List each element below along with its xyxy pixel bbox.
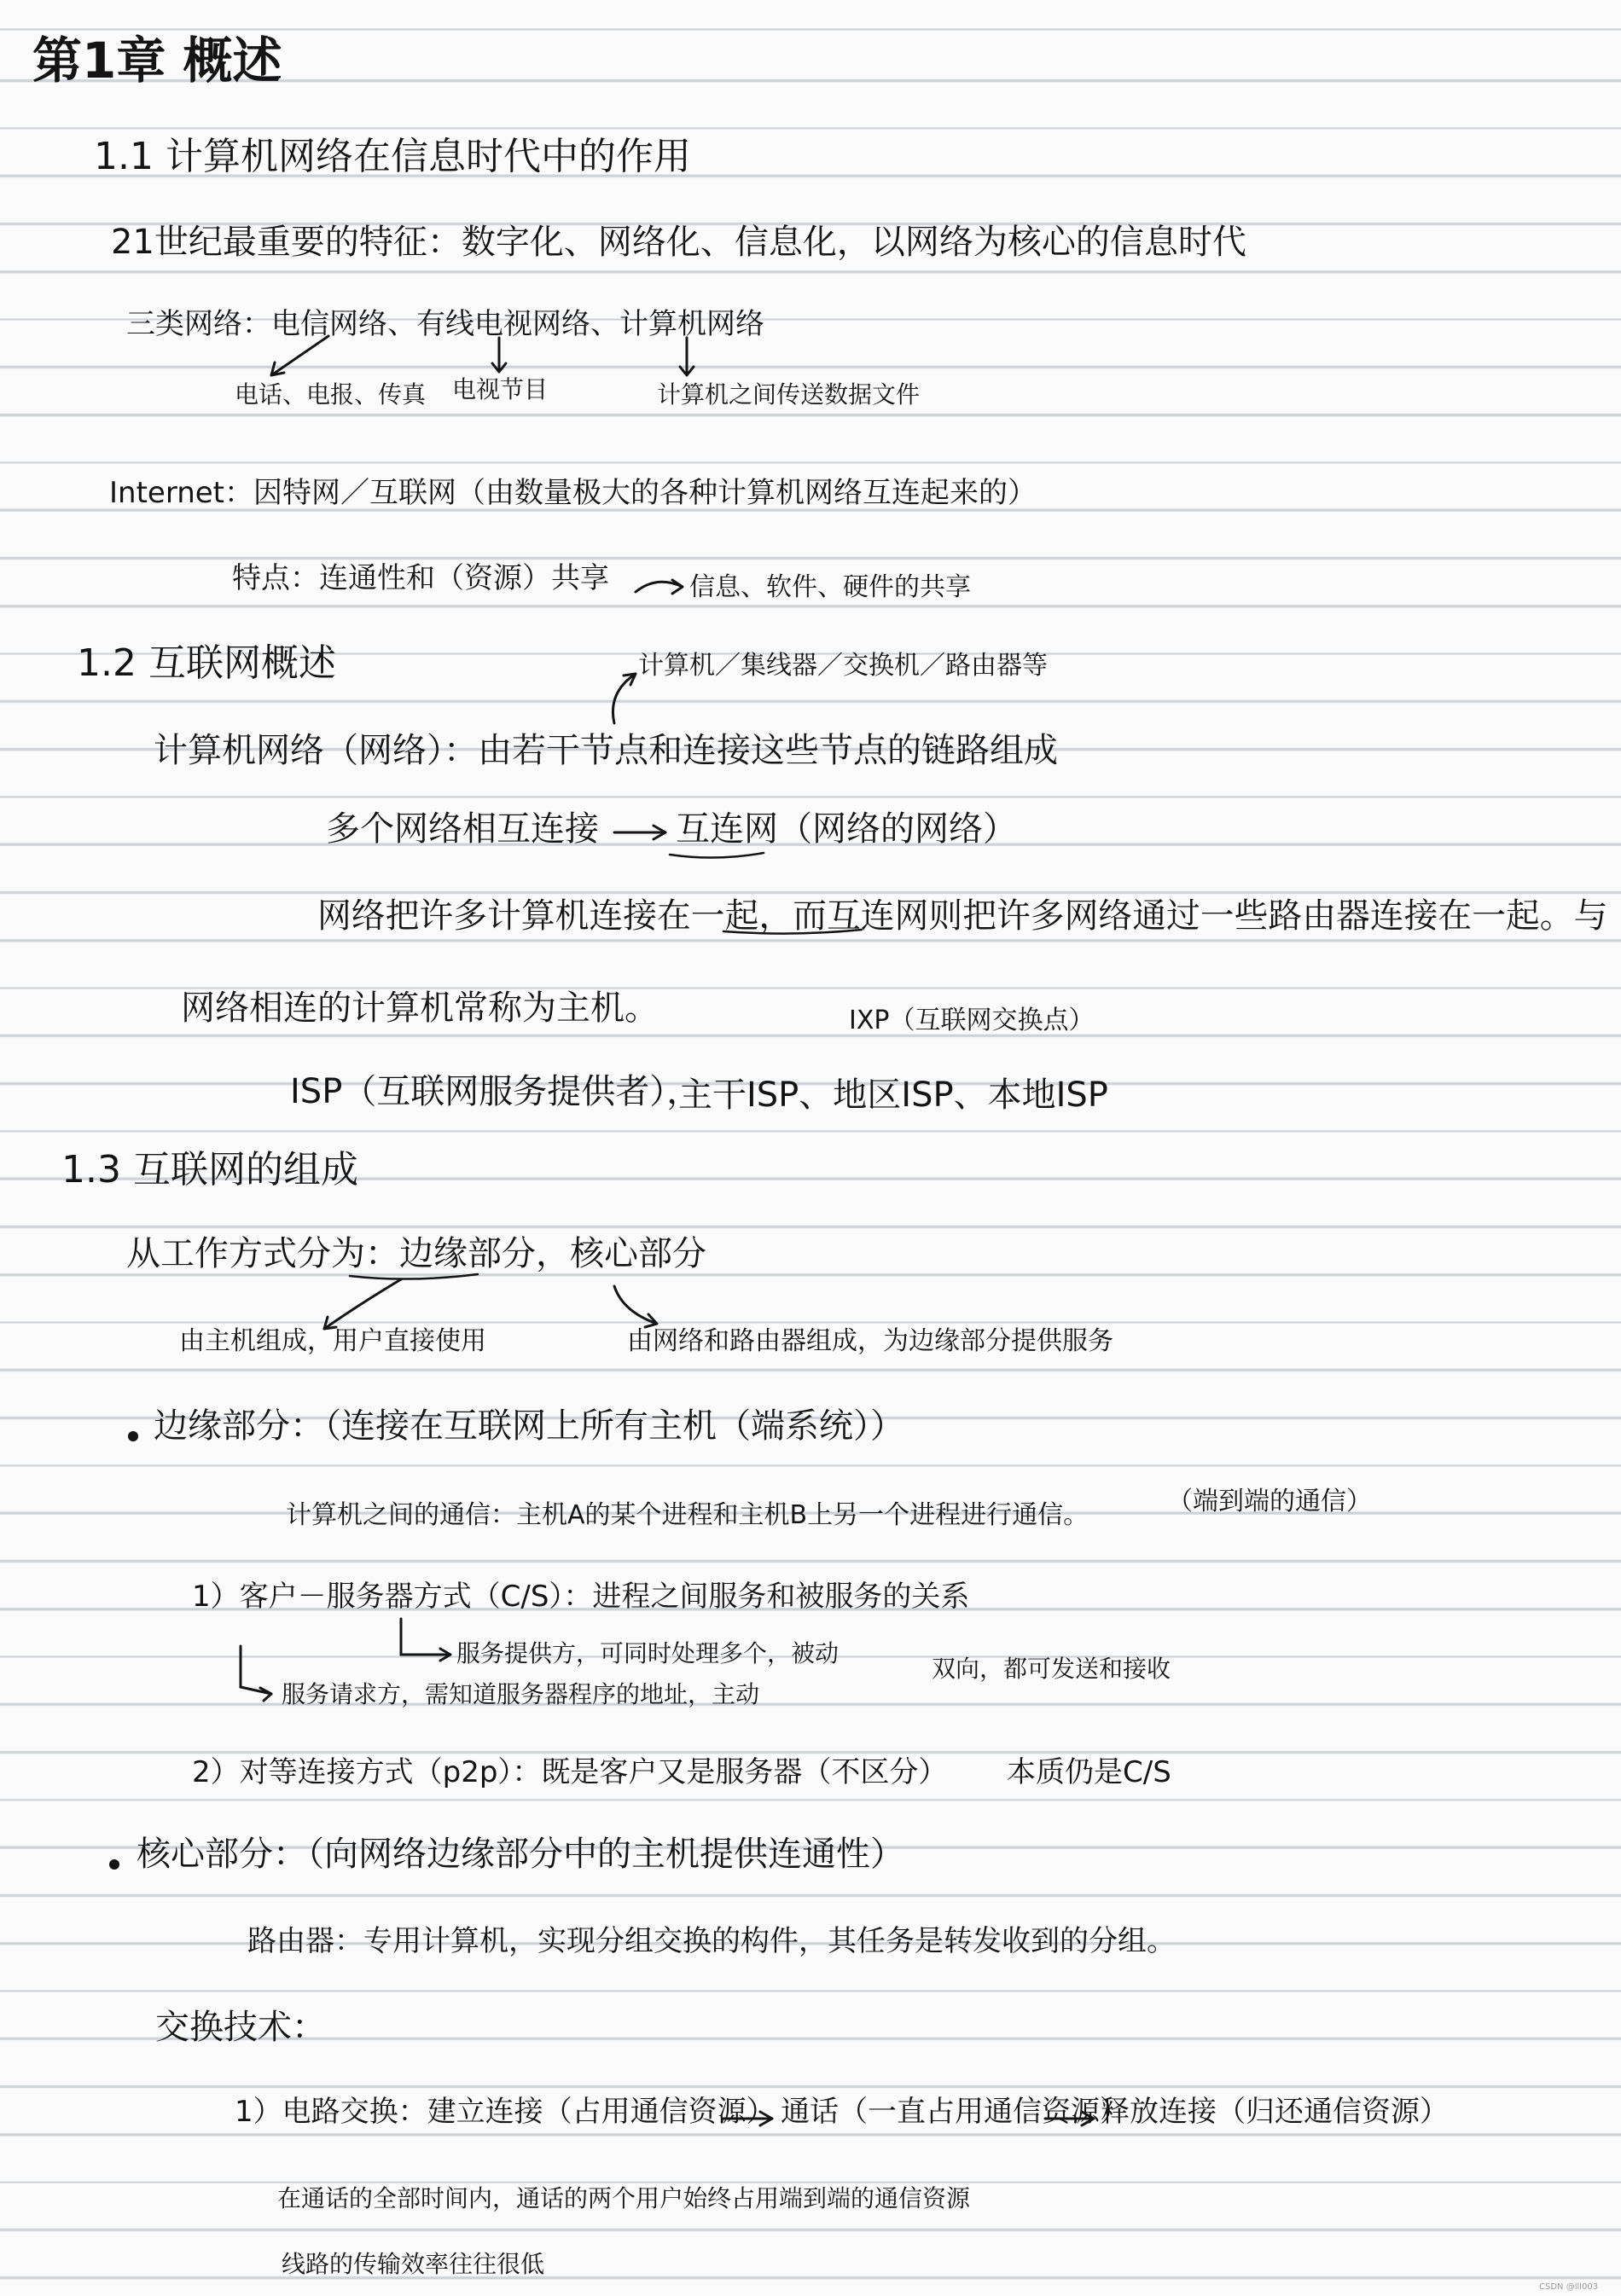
paragraph-line-1: 网络把许多计算机连接在一起，而互连网则把许多网络通过一些路由器连接在一起。与 <box>317 896 1608 936</box>
section-heading-1-3: 1.3 互联网的组成 <box>61 1148 358 1191</box>
section-heading-1-2: 1.2 互联网概述 <box>77 641 336 685</box>
internet-definition: Internet：因特网／互联网（由数量极大的各种计算机网络互连起来的） <box>109 476 1037 510</box>
arrow-sharing <box>636 580 683 594</box>
circuit-note-1: 在通话的全部时间内，通话的两个用户始终占用端到端的通信资源 <box>277 2184 971 2212</box>
sharing-note: 信息、软件、硬件的共享 <box>689 572 971 602</box>
ixp-note: IXP（互联网交换点） <box>849 1006 1095 1035</box>
watermark: CSDN @lll003 <box>1539 2282 1599 2292</box>
underline-network <box>670 853 764 858</box>
arrow-edge <box>324 1279 401 1329</box>
chapter-title: 第1章 概述 <box>32 32 282 90</box>
arrow-computer-net <box>680 338 694 375</box>
node-types-note: 计算机／集线器／交换机／路由器等 <box>638 651 1048 681</box>
internet-term: 互连网（网络的网络） <box>676 809 1017 849</box>
arrow-interconnect <box>614 826 665 839</box>
arrow-client <box>241 1646 271 1701</box>
end-to-end-note: （端到端的通信） <box>1167 1487 1372 1516</box>
section-heading-1-1: 1.1 计算机网络在信息时代中的作用 <box>94 135 691 178</box>
circuit-note-2: 线路的传输效率往往很低 <box>282 2250 545 2278</box>
internet-features: 特点：连通性和（资源）共享 <box>232 561 609 595</box>
circuit-switching: 1）电路交换：建立连接（占用通信资源） <box>235 2095 776 2129</box>
release-phase: 释放连接（归还通信资源） <box>1101 2095 1449 2129</box>
switching-techniques: 交换技术： <box>155 2008 326 2047</box>
arrow-tv <box>492 338 506 372</box>
century-features: 21世纪最重要的特征：数字化、网络化、信息化，以网络为核心的信息时代 <box>111 223 1246 262</box>
host-communication: 计算机之间的通信：主机A的某个进程和主机B上另一个进程进行通信。 <box>286 1500 1089 1530</box>
talk-phase: 通话（一直占用通信资源） <box>781 2095 1129 2129</box>
arrow-node-note <box>613 674 636 723</box>
network-definition: 计算机网络（网络）：由若干节点和连接这些节点的链路组成 <box>154 731 1058 770</box>
computer-net-note: 计算机之间传送数据文件 <box>657 380 921 409</box>
p2p-note: 本质仍是C/S <box>1007 1755 1171 1789</box>
edge-note: 由主机组成，用户直接使用 <box>179 1326 486 1356</box>
three-networks: 三类网络：电信网络、有线电视网络、计算机网络 <box>126 307 764 341</box>
underline-edge <box>350 1274 478 1279</box>
multi-network: 多个网络相互连接 <box>326 809 599 849</box>
core-note: 由网络和路由器组成，为边缘部分提供服务 <box>627 1326 1113 1356</box>
edge-section-title: 边缘部分：（连接在互联网上所有主机（端系统）） <box>154 1406 904 1446</box>
client-server-mode: 1）客户－服务器方式（C/S）：进程之间服务和被服务的关系 <box>192 1580 970 1614</box>
paragraph-line-2: 网络相连的计算机常称为主机。 <box>181 989 659 1028</box>
isp-tiers: 主干ISP、地区ISP、本地ISP <box>678 1076 1108 1115</box>
arrow-telecom <box>271 336 328 375</box>
tv-note: 电视节目 <box>452 375 549 403</box>
router-definition: 路由器：专用计算机，实现分组交换的构件，其任务是转发收到的分组。 <box>247 1924 1176 1958</box>
client-note: 服务请求方，需知道服务器程序的地址，主动 <box>282 1680 760 1708</box>
telecom-note: 电话、电报、传真 <box>235 380 427 409</box>
work-mode-division: 从工作方式分为：边缘部分，核心部分 <box>126 1234 706 1273</box>
bullet-edge <box>128 1431 138 1441</box>
arrow-server <box>401 1619 450 1661</box>
server-note: 服务提供方，可同时处理多个，被动 <box>456 1639 840 1667</box>
bidirectional-note: 双向，都可发送和接收 <box>932 1655 1171 1683</box>
arrow-core <box>614 1286 657 1327</box>
p2p-mode: 2）对等连接方式（p2p）：既是客户又是服务器（不区分） <box>192 1755 948 1789</box>
isp-definition: ISP（互联网服务提供者）， <box>290 1072 701 1111</box>
bullet-core <box>109 1859 119 1870</box>
core-section-title: 核心部分：（向网络边缘部分中的主机提供连通性） <box>137 1835 904 1874</box>
